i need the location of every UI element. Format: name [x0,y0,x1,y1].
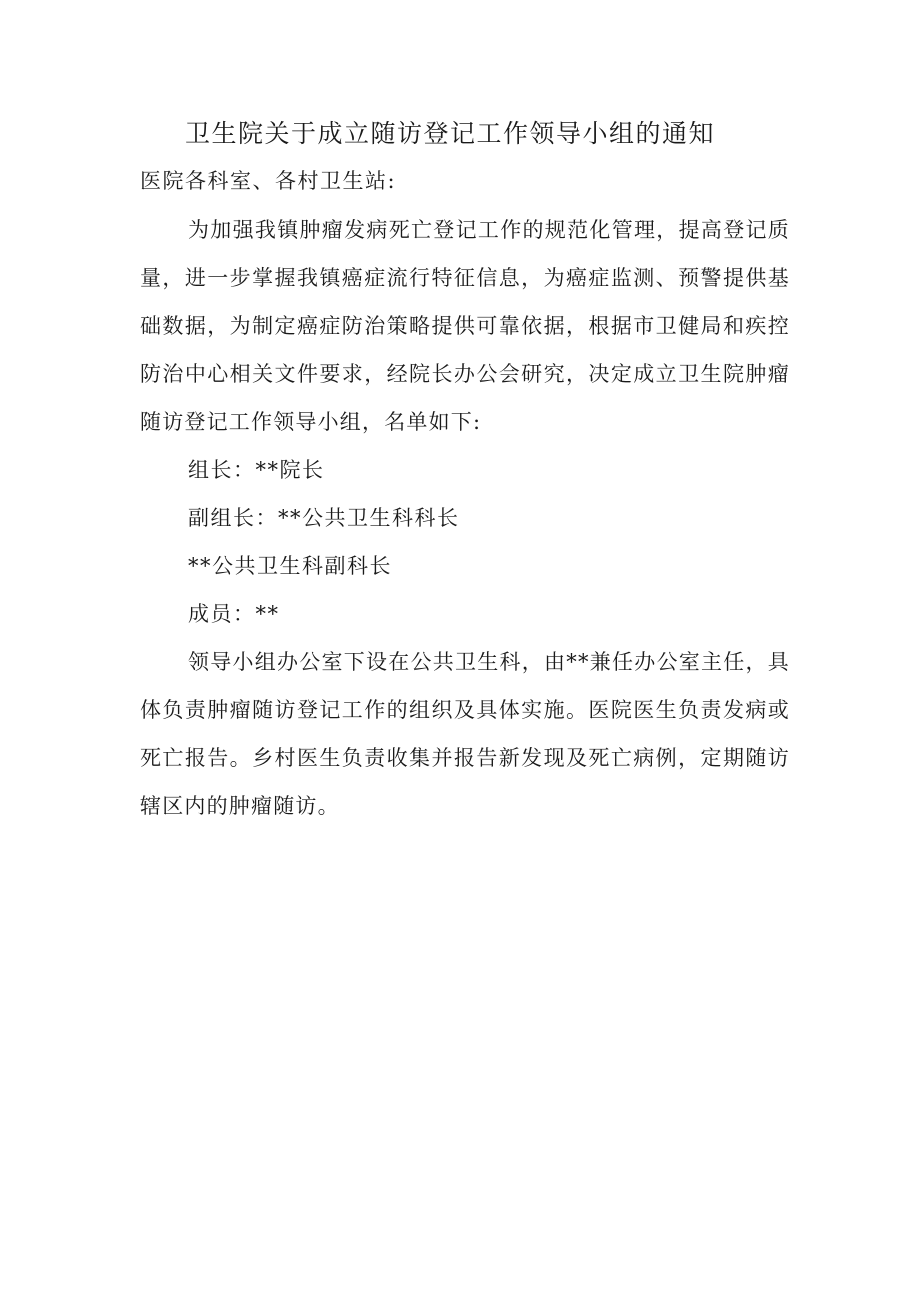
notice-body [140,110,790,830]
paragraph-office: 领导小组办公室下设在公共卫生科，由**兼任办公室主任，具体负责肿瘤随访登记工作的组织及具体实施。医院医生负责发病或死亡报告。乡村医生负责收集并报告新发现及死亡病例，定期随访辖区内的肿瘤随访。 [140,650,790,818]
notice-title: 卫生院关于成立随访登记工作领导小组的通知 [185,119,716,148]
member-leader: 组长：**院长 [188,458,325,482]
member-deputy-leader-2: **公共卫生科副科长 [188,554,392,578]
member-members: 成员：** [188,602,280,626]
paragraph-purpose: 为加强我镇肿瘤发病死亡登记工作的规范化管理，提高登记质量，进一步掌握我镇癌症流行特征信息，为癌症监测、预警提供基础数据，为制定癌症防治策略提供可靠依据，根据市卫健局和疾控防治中心相关文件要求，经院长办公会研究，决定成立卫生院肿瘤随访登记工作领导小组，名单如下: [140,218,790,434]
member-deputy-leader: 副组长：**公共卫生科科长 [188,506,460,530]
salutation: 医院各科室、各村卫生站: [140,169,397,193]
